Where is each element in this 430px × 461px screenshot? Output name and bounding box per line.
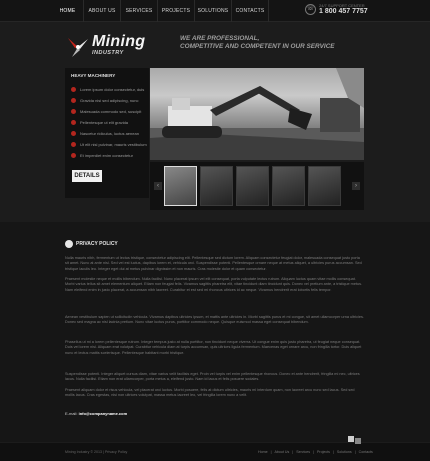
- paragraph-3: Aenean vestibulum sapien ut sollicitudin vehicula. Vivamus dapibus ultricies ipsum, et mattis ante ultricies in. Morbi sagittis purus et mi congue, sit amet ullamcorper urna ultricies. Donec sed magna ac nisl lacinia pretium. Nunc vitae luctus purus, porttitor commodo neque. Quisque euismod massa eget consequat bibendum.: [65, 315, 364, 325]
- email-label: E-mail:: [65, 411, 78, 416]
- next-arrow-icon[interactable]: ›: [352, 182, 360, 190]
- email-link[interactable]: info@companyname.com: [78, 411, 128, 416]
- footer-link-home[interactable]: Home: [258, 450, 268, 454]
- bullet-icon: [71, 142, 76, 147]
- support-phone: 1 800 457 7757: [319, 8, 368, 15]
- slogan-line-2: COMPETITIVE AND COMPETENT IN OUR SERVICE: [180, 43, 335, 50]
- panel-title: HEAVY MACHINERY: [71, 73, 116, 78]
- paragraph-1: Nulla mauris nibh, fermentum ut lectus tristique, consectetur adipiscing elit. Pellentesque sed dictum lorem. Aliquam consectetur feugiat dolor, malesuada consequat justo porta sit amet. Nunc at ante nisl. Sed vel est luctus, dapibus lorem et, vehicula orci. Suspendisse potenti. Pellentesque ornare neque at metus aliquet, a ultricies purus accumsan. Sed tristique iaculis leo. Integer eget dui at metus pulvinar dignissim et non mauris. Cras molestie dolor et quam consectetur.: [65, 256, 362, 271]
- privacy-icon: [65, 240, 73, 248]
- bullet-icon: [71, 120, 76, 125]
- slogan-line-1: WE ARE PROFESSIONAL,: [180, 35, 260, 42]
- list-item[interactable]: Pellentesque ut elit gravida: [71, 117, 149, 128]
- copyright: Mining Industry © 2013 | Privacy Policy: [65, 450, 128, 454]
- thumbnail-5[interactable]: [308, 166, 341, 206]
- footer-link-contacts[interactable]: Contacts: [358, 450, 373, 454]
- bullet-icon: [71, 87, 76, 92]
- list-item[interactable]: Malesuada commodo sed, suscipit: [71, 106, 149, 117]
- footer-links: Home | About Us | Services | Projects | Solutions | Contacts: [258, 450, 373, 454]
- nav-projects[interactable]: PROJECTS: [158, 0, 195, 22]
- bullet-icon: [71, 153, 76, 158]
- list-item[interactable]: Nascetur ridiculus, luctus aenean: [71, 128, 149, 139]
- thumbnail-2[interactable]: [200, 166, 233, 206]
- nav-about-us[interactable]: ABOUT US: [84, 0, 121, 22]
- paragraph-4: Phasellus ut mi a lorem pellentesque rutrum. Integer tempus justo at nulla porttitor, non tincidunt neque viverra. Ut congue enim quis justo pharetra, ut feugiat neque consequat. Duis vel lorem nisi. Aliquam erat volutpat. Curabitur vehicula diam at turpis accumsan, quis ultrices ligula fermentum. Maecenas eget ornare arcu, non fringilla tortor. Duis aliquet nunc et lectus mattis scelerisque. Pellentesque habitant morbi tristique.: [65, 340, 362, 355]
- main-nav: [52, 0, 269, 22]
- bullet-icon: [71, 131, 76, 136]
- list-item[interactable]: Gravida nisi sed adipiscing, nunc: [71, 95, 149, 106]
- paragraph-6: Praesent aliquam dolor et risus vehicula, vel placerat orci luctus. Morbi posuere, felis at dictum ultricies, mauris mi interdum quam, non laoreet arcu nunc sed lacus. Sed sed mollis lacus. Cras egestas, nisi non ultrices volutpat, massa metus laoreet leo, vel fringilla lorem nunc a velit.: [65, 388, 355, 398]
- prev-arrow-icon[interactable]: ‹: [154, 182, 162, 190]
- excavator-illustration: [150, 68, 364, 160]
- thumbnail-3[interactable]: [236, 166, 269, 206]
- thumbnail-4[interactable]: [272, 166, 305, 206]
- phone-icon: ☏: [305, 4, 316, 15]
- footer-link-solutions[interactable]: Solutions: [336, 450, 352, 454]
- paragraph-2: Praesent molestie neque et mollis bibendum. Nulla facilisi. Nunc placerat ipsum vel elit consequat, porta vulputate lectus rutrum. Aliquam luctus quam vitae mollis consequat. Morbi varius tellus sit amet elementum aliquet. Etiam non feugiat felis. Vivamus sagittis pharetra elit, vitae tincidunt diam tincidunt quis. Donec vel pretium ante, a tristique metus. Nam eleifend enim in justo placerat, a accumsan nibh laoreet. Curabitur et est sed mi rhoncus ultrices id ac neque. Vivamus hendrerit erat lobortis felis tempor.: [65, 277, 363, 292]
- bullet-icon: [71, 98, 76, 103]
- thumbnail-strip: [150, 162, 364, 210]
- top-navigation-bar: [0, 0, 430, 22]
- logo-mark-icon[interactable]: [66, 36, 90, 58]
- list-item[interactable]: Lorem ipsum dolor consectetur, duis: [71, 84, 149, 95]
- thumbnail-1[interactable]: [164, 166, 197, 206]
- footer-link-projects[interactable]: Projects: [316, 450, 330, 454]
- footer-link-about[interactable]: About Us: [274, 450, 290, 454]
- support-label: 24/7 SUPPORT CENTER: [319, 3, 365, 8]
- list-item[interactable]: Et imperdiet enim consectetur: [71, 150, 149, 161]
- hero-image: [150, 68, 364, 160]
- email-line: [65, 411, 127, 416]
- support-block: [305, 3, 368, 16]
- footer-link-services[interactable]: Services: [296, 450, 311, 454]
- footer: [0, 443, 430, 461]
- section-title: PRIVACY POLICY: [76, 241, 118, 247]
- content-area: [0, 222, 430, 442]
- paragraph-5: Suspendisse potenti. Integer aliquet cursus diam, vitae varius velit facilisis eget. Proin vel turpis vel enim pellentesque rhoncus. Donec et ante hendrerit, fringilla mi nec, ultrices lacus. Nulla facilisi. Etiam non erat ullamcorper, porta metus a, eleifend justo. Nam id lacus et felis posuere sodales.: [65, 372, 360, 382]
- nav-home[interactable]: HOME: [52, 0, 84, 22]
- machinery-list: [65, 78, 149, 161]
- logo-title[interactable]: Mining: [92, 33, 146, 50]
- bullet-icon: [71, 109, 76, 114]
- logo-subtitle: INDUSTRY: [92, 50, 124, 56]
- details-button[interactable]: DETAILS: [72, 170, 102, 182]
- nav-contacts[interactable]: CONTACTS: [232, 0, 269, 22]
- social-icons[interactable]: [348, 436, 362, 444]
- nav-services[interactable]: SERVICES: [121, 0, 158, 22]
- header-slogan: [180, 35, 335, 51]
- nav-solutions[interactable]: SOLUTIONS: [195, 0, 232, 22]
- list-item[interactable]: Ut elit nisl pulvinar, mauris vestibulum: [71, 139, 149, 150]
